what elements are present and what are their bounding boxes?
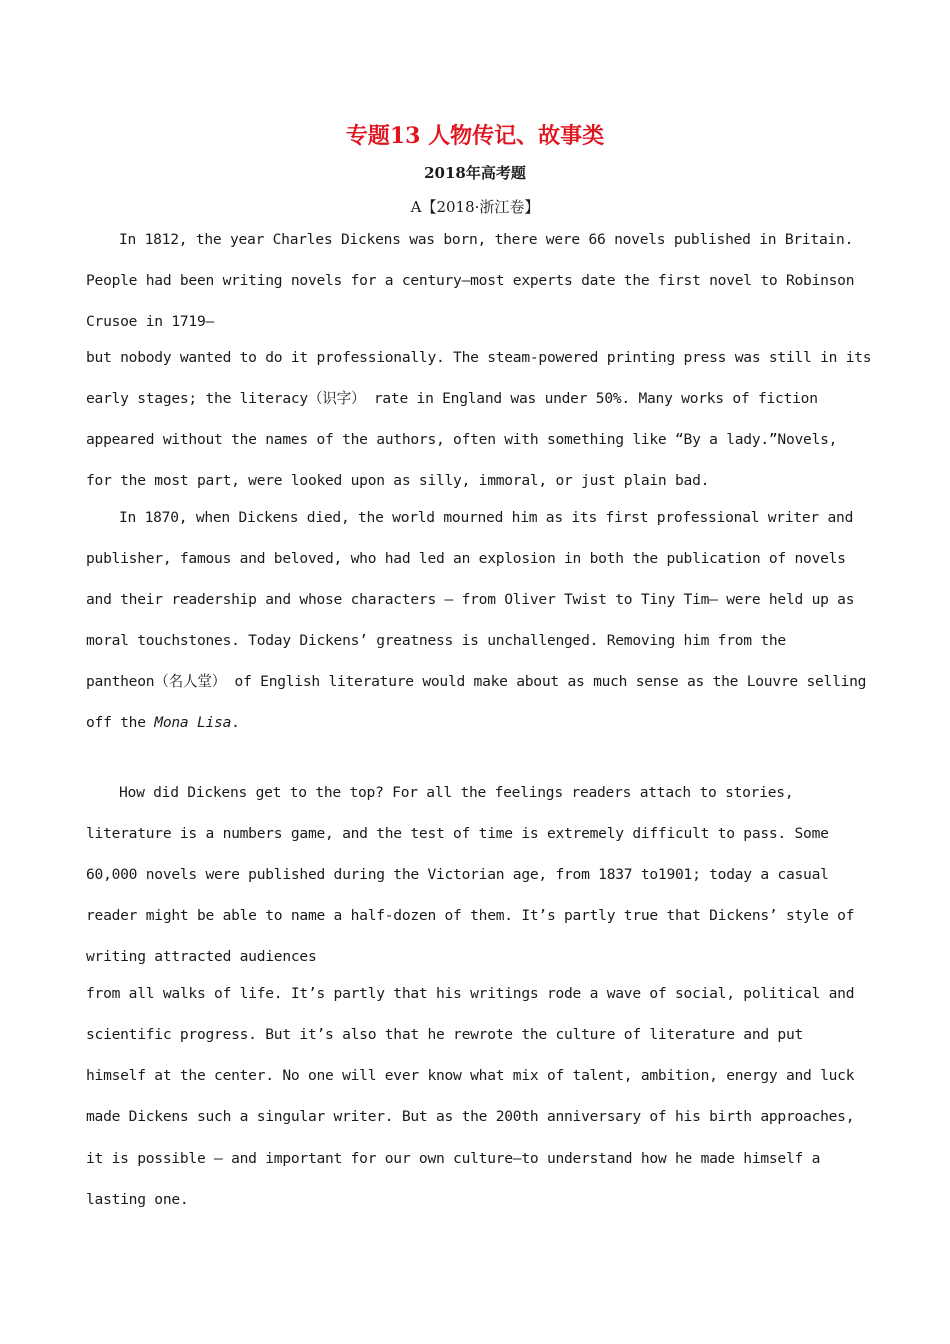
paragraph-3-line: it is possible — and important for our own culture—to understand how he made himself a [86,1150,821,1167]
paragraph-3-line: made Dickens such a singular writer. But as the 200th anniversary of his birth approaches, [86,1108,855,1125]
paragraph-3-line: scientific progress. But it’s also that he rewrote the culture of literature and put [86,1026,804,1043]
paragraph-1-line: early stages; the literacy（识字） rate in England was under 50%. Many works of fiction [86,390,818,407]
page-subtitle: 2018年高考题 [424,164,526,182]
paragraph-3-line: literature is a numbers game, and the test of time is extremely difficult to pass. Some [86,825,829,842]
paragraph-2-line: In 1870, when Dickens died, the world mourned him as its first professional writer and [119,509,854,526]
paragraph-3-line: lasting one. [86,1191,189,1208]
paragraph-1-line: People had been writing novels for a century—most experts date the first novel to Robinson [86,272,855,289]
paragraph-2-line: and their readership and whose characters — from Oliver Twist to Tiny Tim— were held up as [86,591,855,608]
paragraph-1-line: In 1812, the year Charles Dickens was born, there were 66 novels published in Britain. [119,231,854,248]
paragraph-1-line: but nobody wanted to do it professionally. The steam-powered printing press was still in its [86,349,872,366]
artwork-title: Mona Lisa [154,714,232,731]
paragraph-3-line: How did Dickens get to the top? For all the feelings readers attach to stories, [119,784,794,801]
paragraph-2-line: pantheon（名人堂） of English literature would make about as much sense as the Louvre selling [86,673,867,690]
paragraph-2-line: moral touchstones. Today Dickens’ greatness is unchallenged. Removing him from the [86,632,786,649]
text-run: . [231,714,240,731]
paragraph-1-line: for the most part, were looked upon as silly, immoral, or just plain bad. [86,472,710,489]
paragraph-3-line: from all walks of life. It’s partly that his writings rode a wave of social, political and [86,985,855,1002]
paragraph-2-last-line [86,713,876,733]
page-title: 专题13 人物传记、故事类 [345,123,605,149]
paragraph-3-line: writing attracted audiences [86,948,317,965]
paragraph-3-line: reader might be able to name a half-dozen of them. It’s partly true that Dickens’ style of [86,907,855,924]
paragraph-3-line: 60,000 novels were published during the Victorian age, from 1837 to1901; today a casual [86,866,829,883]
text-run: off the [86,714,155,731]
paragraph-3-line: himself at the center. No one will ever know what mix of talent, ambition, energy and luck [86,1067,855,1084]
paragraph-1-line: appeared without the names of the authors, often with something like “By a lady.”Novels, [86,431,838,448]
passage-source: A【2018·浙江卷】 [410,198,540,216]
paragraph-1-line: Crusoe in 1719— [86,313,215,330]
paragraph-2-line: publisher, famous and beloved, who had led an explosion in both the publication of novels [86,550,846,567]
